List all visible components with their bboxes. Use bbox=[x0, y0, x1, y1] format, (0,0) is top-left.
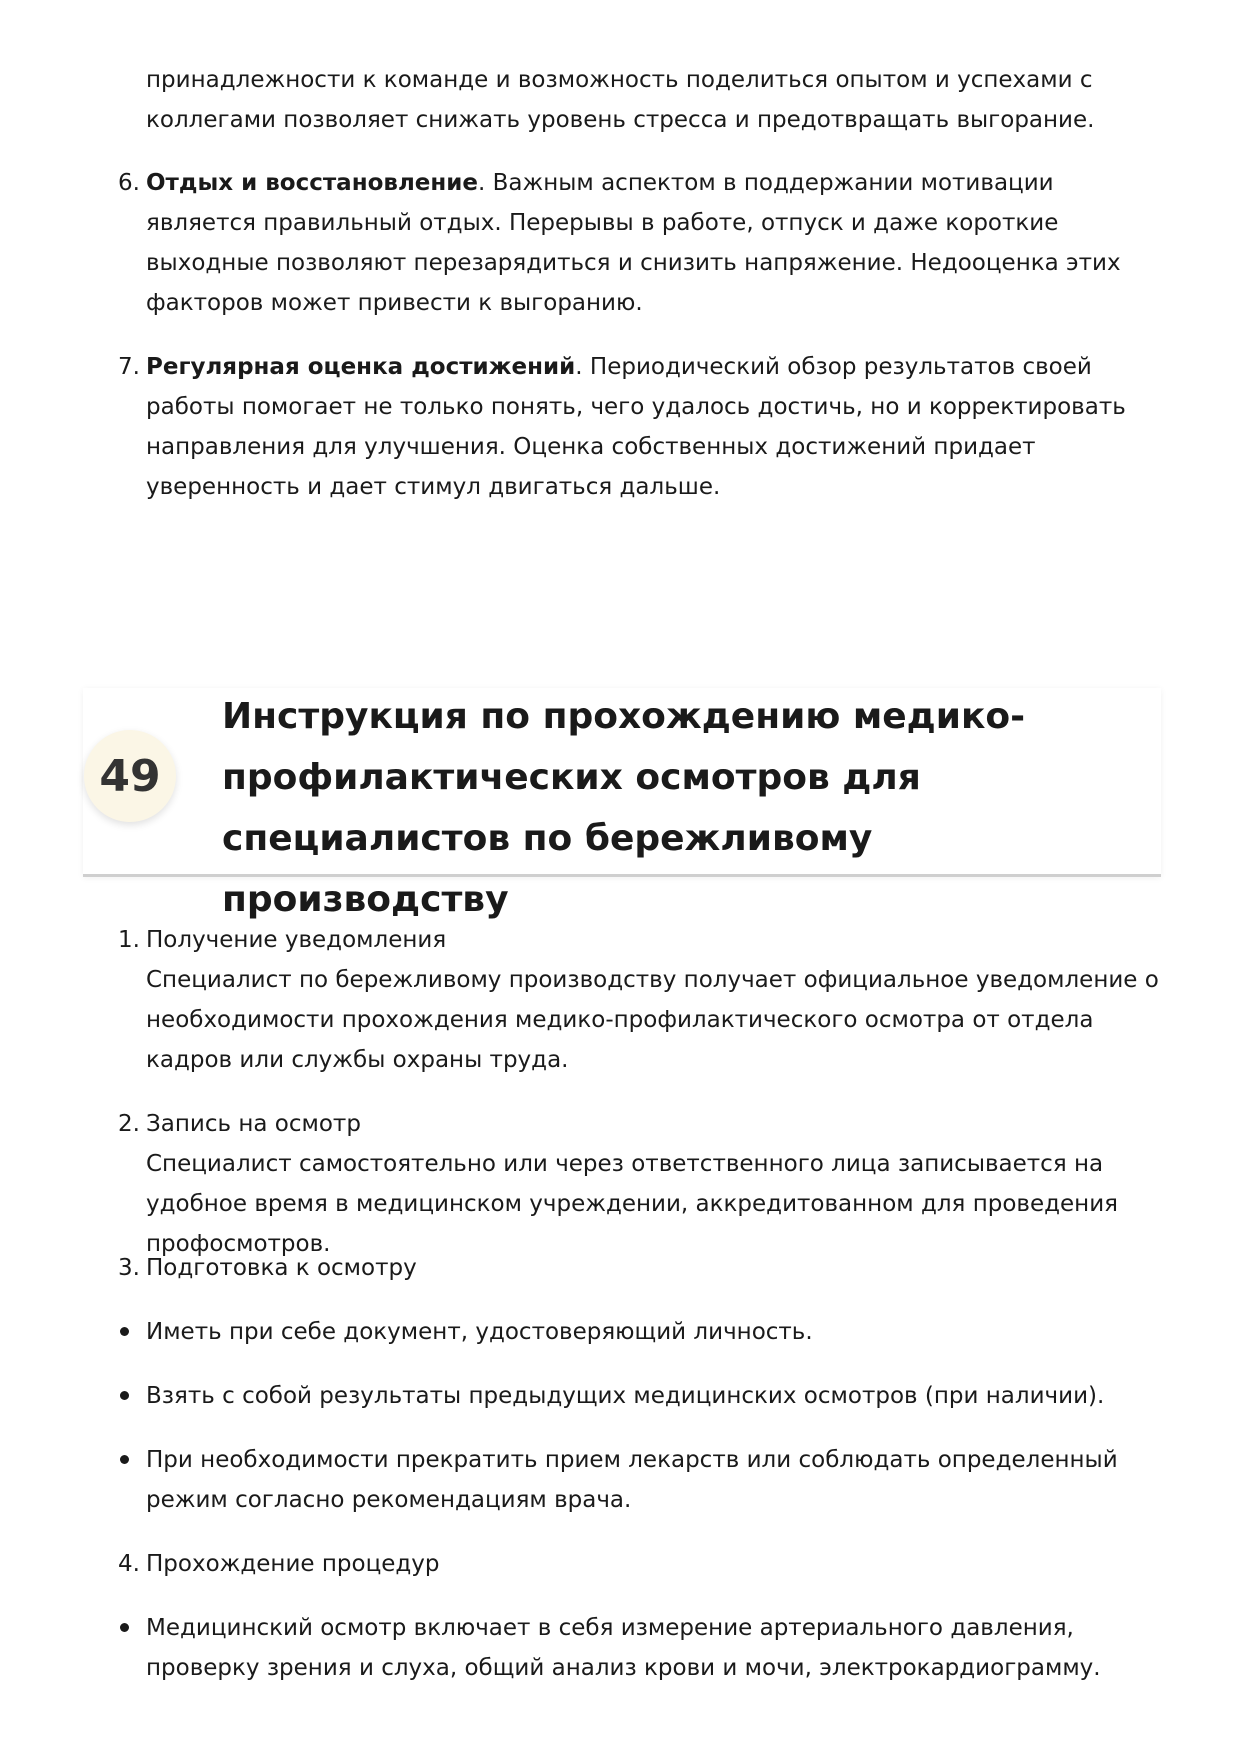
step-number: 4. bbox=[118, 1551, 140, 1577]
list-item-text: . Периодический обзор результатов своей работы помогает не только понять, чего удалось достичь, но и корректировать направления для улучшения. Оценка собственных достижений придает уверенность и дает стимул двигаться дальше. bbox=[146, 354, 1126, 500]
bullet-item bbox=[118, 1376, 1168, 1416]
bullet-item bbox=[118, 1440, 1168, 1520]
list-item-title: Регулярная оценка достижений bbox=[146, 354, 576, 380]
step-heading: Получение уведомления bbox=[146, 927, 447, 953]
step-number: 2. bbox=[118, 1111, 140, 1137]
list-item-title: Отдых и восстановление bbox=[146, 170, 478, 196]
bullet-item bbox=[118, 1312, 1168, 1352]
list-item bbox=[118, 163, 1168, 323]
list-item bbox=[118, 347, 1168, 507]
bullet-dot-icon bbox=[120, 1327, 129, 1336]
step-item bbox=[118, 920, 1168, 1080]
section-title: Инструкция по прохождению медико-профилактических осмотров для специалистов по бережливому производству bbox=[222, 696, 1026, 920]
continuation-paragraph: принадлежности к команде и возможность поделиться опытом и успехами с коллегами позволяет снижать уровень стресса и предотвращать выгорание. bbox=[146, 67, 1095, 133]
bullet-dot-icon bbox=[120, 1391, 129, 1400]
step-text: Специалист самостоятельно или через ответственного лица записывается на удобное время в медицинском учреждении, аккредитованном для проведения профосмотров. bbox=[146, 1151, 1118, 1257]
step-heading: Прохождение процедур bbox=[146, 1551, 440, 1577]
list-item-number: 7. bbox=[118, 354, 140, 380]
step-heading: Запись на осмотр bbox=[146, 1111, 361, 1137]
section-number-badge: 49 bbox=[84, 730, 176, 822]
bullet-item bbox=[118, 1608, 1168, 1688]
bullet-text: При необходимости прекратить прием лекарств или соблюдать определенный режим согласно рекомендациям врача. bbox=[146, 1447, 1118, 1513]
step-item bbox=[118, 1544, 1168, 1584]
step-item bbox=[118, 1248, 1168, 1288]
step-item bbox=[118, 1104, 1168, 1264]
step-heading: Подготовка к осмотру bbox=[146, 1255, 417, 1281]
step-number: 1. bbox=[118, 927, 140, 953]
bullet-text: Иметь при себе документ, удостоверяющий личность. bbox=[146, 1319, 813, 1345]
step-text: Специалист по бережливому производству получает официальное уведомление о необходимости прохождения медико-профилактического осмотра от отдела кадров или службы охраны труда. bbox=[146, 967, 1159, 1073]
bullet-dot-icon bbox=[120, 1623, 129, 1632]
bullet-text: Взять с собой результаты предыдущих медицинских осмотров (при наличии). bbox=[146, 1383, 1105, 1409]
bullet-dot-icon bbox=[120, 1455, 129, 1464]
list-item-text: . Важным аспектом в поддержании мотивации является правильный отдых. Перерывы в работе, отпуск и даже короткие выходные позволяют перезарядиться и снизить напряжение. Недооценка этих факторов может привести к выгоранию. bbox=[146, 170, 1121, 316]
list-item-number: 6. bbox=[118, 170, 140, 196]
step-number: 3. bbox=[118, 1255, 140, 1281]
bullet-text: Медицинский осмотр включает в себя измерение артериального давления, проверку зрения и слуха, общий анализ крови и мочи, электрокардиограмму. bbox=[146, 1615, 1101, 1681]
